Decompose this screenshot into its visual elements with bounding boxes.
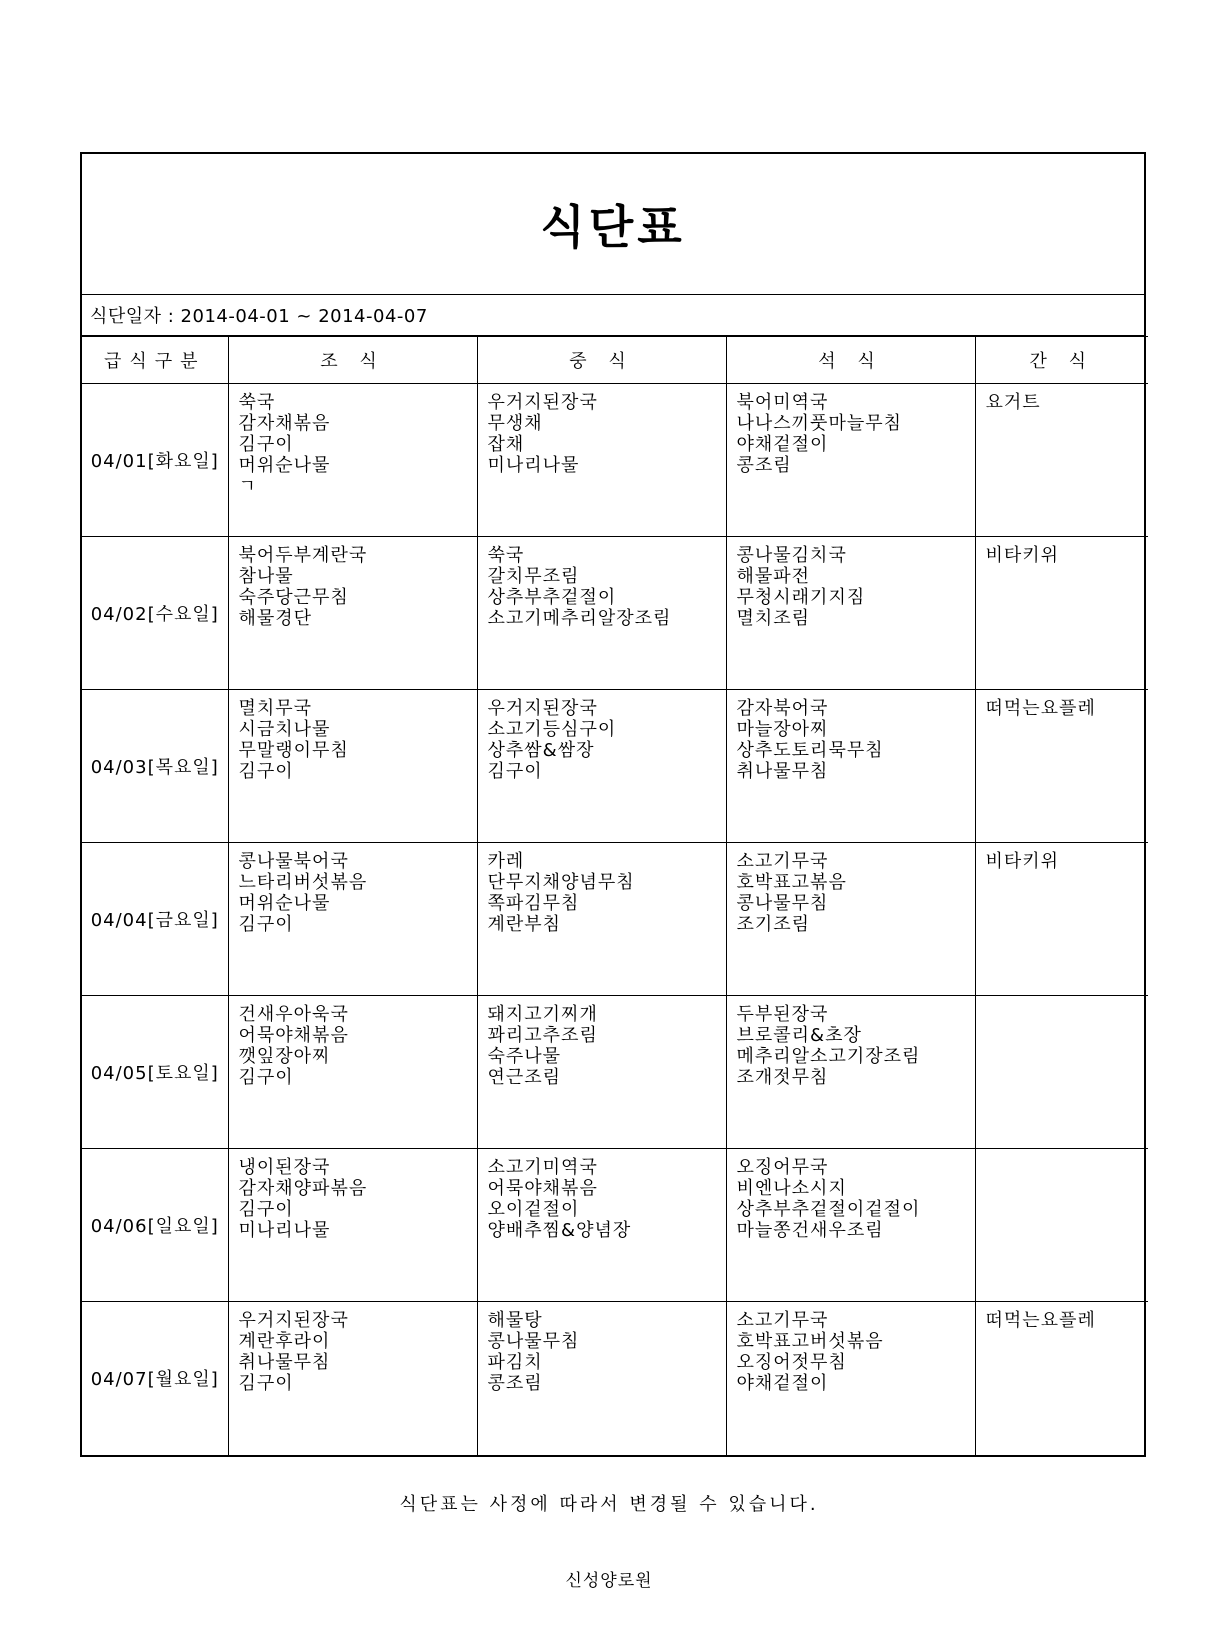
menu-item: 해물파전 xyxy=(736,566,811,587)
menu-item: 계란부침 xyxy=(487,914,562,935)
menu-item: 시금치나물 xyxy=(238,719,331,740)
dinner-cell xyxy=(726,1149,975,1302)
lunch-cell xyxy=(477,843,726,996)
menu-item: ㄱ xyxy=(238,476,257,497)
menu-item: 참나물 xyxy=(238,566,294,587)
menu-item: 우거지된장국 xyxy=(487,392,598,413)
breakfast-cell xyxy=(228,996,477,1149)
menu-item: 상추쌈&쌈장 xyxy=(487,740,595,761)
menu-item: 계란후라이 xyxy=(238,1331,331,1352)
menu-item: 메추리알소고기장조림 xyxy=(736,1046,921,1067)
organization-name: 신성양로원 xyxy=(565,1571,653,1591)
header-snack: 간 식 xyxy=(975,337,1148,384)
menu-item: 파김치 xyxy=(487,1352,543,1373)
menu-item: 콩조림 xyxy=(487,1373,543,1394)
menu-item: 조기조림 xyxy=(736,914,811,935)
dinner-cell xyxy=(726,1302,975,1455)
menu-item: 비엔나소시지 xyxy=(736,1178,847,1199)
menu-item: 양배추찜&양념장 xyxy=(487,1220,632,1241)
menu-item: 머위순나물 xyxy=(238,893,331,914)
menu-item: 요거트 xyxy=(985,392,1041,413)
menu-item: 어묵야채볶음 xyxy=(238,1025,349,1046)
menu-item: 두부된장국 xyxy=(736,1004,829,1025)
menu-item: 북어미역국 xyxy=(736,392,829,413)
header-row xyxy=(82,337,1148,384)
menu-item: 소고기무국 xyxy=(736,1310,829,1331)
menu-item: 해물탕 xyxy=(487,1310,543,1331)
menu-item: 취나물무침 xyxy=(238,1352,331,1373)
title-box xyxy=(82,154,1144,295)
lunch-cell xyxy=(477,690,726,843)
menu-item: 건새우아욱국 xyxy=(238,1004,349,1025)
menu-item: 김구이 xyxy=(238,914,294,935)
menu-item: 김구이 xyxy=(238,1199,294,1220)
menu-item: 비타키위 xyxy=(985,851,1060,872)
menu-item: 마늘쫑건새우조림 xyxy=(736,1220,884,1241)
lunch-cell xyxy=(477,1302,726,1455)
menu-item: 김구이 xyxy=(238,1067,294,1088)
menu-item: 마늘장아찌 xyxy=(736,719,829,740)
dinner-cell xyxy=(726,384,975,537)
menu-item: 콩나물북어국 xyxy=(238,851,349,872)
table-row xyxy=(82,843,1148,996)
menu-item: 느타리버섯볶음 xyxy=(238,872,368,893)
menu-item: 콩나물무침 xyxy=(487,1331,580,1352)
menu-item: 상추부추겉절이 xyxy=(487,587,617,608)
menu-item: 콩조림 xyxy=(736,455,792,476)
breakfast-cell xyxy=(228,384,477,537)
table-row xyxy=(82,1302,1148,1455)
menu-item: 소고기미역국 xyxy=(487,1157,598,1178)
menu-item: 숙주나물 xyxy=(487,1046,562,1067)
menu-item: 카레 xyxy=(487,851,525,872)
breakfast-cell xyxy=(228,1149,477,1302)
menu-table xyxy=(82,336,1148,1455)
menu-item: 냉이된장국 xyxy=(238,1157,331,1178)
menu-item: 콩나물김치국 xyxy=(736,545,847,566)
breakfast-cell xyxy=(228,1302,477,1455)
snack-cell xyxy=(975,690,1148,843)
menu-item: 떠먹는요플레 xyxy=(985,698,1096,719)
menu-item: 비타키위 xyxy=(985,545,1060,566)
period-row xyxy=(82,295,1144,336)
table-row xyxy=(82,996,1148,1149)
table-row xyxy=(82,384,1148,537)
menu-item: 취나물무침 xyxy=(736,761,829,782)
menu-item: 멸치무국 xyxy=(238,698,313,719)
menu-body xyxy=(82,384,1148,1455)
menu-item: 무말랭이무침 xyxy=(238,740,349,761)
page-title: 식단표 xyxy=(540,200,686,254)
menu-item: 김구이 xyxy=(238,1373,294,1394)
breakfast-cell xyxy=(228,537,477,690)
menu-item: 상추도토리묵무침 xyxy=(736,740,884,761)
menu-item: 숙주당근무침 xyxy=(238,587,349,608)
menu-item: 갈치무조림 xyxy=(487,566,580,587)
menu-item: 오징어젓무침 xyxy=(736,1352,847,1373)
snack-cell xyxy=(975,384,1148,537)
menu-item: 북어두부계란국 xyxy=(238,545,368,566)
day-label: 04/02[수요일] xyxy=(82,537,228,690)
menu-item: 감자채볶음 xyxy=(238,413,331,434)
table-row xyxy=(82,537,1148,690)
menu-item: 무청시래기지짐 xyxy=(736,587,866,608)
menu-item: 나나스끼풋마늘무침 xyxy=(736,413,902,434)
menu-item: 단무지채양념무침 xyxy=(487,872,635,893)
menu-item: 어묵야채볶음 xyxy=(487,1178,598,1199)
table-row xyxy=(82,1149,1148,1302)
header-breakfast: 조 식 xyxy=(228,337,477,384)
lunch-cell xyxy=(477,537,726,690)
dinner-cell xyxy=(726,843,975,996)
menu-item: 잡채 xyxy=(487,434,525,455)
menu-item: 호박표고버섯볶음 xyxy=(736,1331,884,1352)
menu-item: 꽈리고추조림 xyxy=(487,1025,598,1046)
menu-item: 우거지된장국 xyxy=(238,1310,349,1331)
menu-item: 감자채양파볶음 xyxy=(238,1178,368,1199)
menu-item: 상추부추겉절이겉절이 xyxy=(736,1199,921,1220)
menu-item: 감자북어국 xyxy=(736,698,829,719)
menu-item: 깻잎장아찌 xyxy=(238,1046,331,1067)
snack-cell xyxy=(975,996,1148,1149)
menu-sheet xyxy=(80,152,1146,1457)
menu-item: 김구이 xyxy=(487,761,543,782)
dinner-cell xyxy=(726,690,975,843)
day-label: 04/03[목요일] xyxy=(82,690,228,843)
snack-cell xyxy=(975,1149,1148,1302)
snack-cell xyxy=(975,843,1148,996)
header-category: 급식구분 xyxy=(82,337,228,384)
notice-text: 식단표는 사정에 따라서 변경될 수 있습니다. xyxy=(399,1494,819,1515)
menu-item: 소고기등심구이 xyxy=(487,719,617,740)
dinner-cell xyxy=(726,537,975,690)
snack-cell xyxy=(975,1302,1148,1455)
menu-item: 멸치조림 xyxy=(736,608,811,629)
lunch-cell xyxy=(477,384,726,537)
breakfast-cell xyxy=(228,843,477,996)
day-label: 04/06[일요일] xyxy=(82,1149,228,1302)
menu-item: 머위순나물 xyxy=(238,455,331,476)
menu-item: 브로콜리&초장 xyxy=(736,1025,862,1046)
period-text: 식단일자 : 2014-04-01 ~ 2014-04-07 xyxy=(90,306,428,327)
breakfast-cell xyxy=(228,690,477,843)
menu-item: 소고기무국 xyxy=(736,851,829,872)
day-label: 04/01[화요일] xyxy=(82,384,228,537)
header-lunch: 중 식 xyxy=(477,337,726,384)
menu-item: 오이겉절이 xyxy=(487,1199,580,1220)
day-label: 04/07[월요일] xyxy=(82,1302,228,1455)
menu-item: 김구이 xyxy=(238,434,294,455)
menu-item: 우거지된장국 xyxy=(487,698,598,719)
menu-item: 미나리나물 xyxy=(487,455,580,476)
menu-item: 야채겉절이 xyxy=(736,1373,829,1394)
table-row xyxy=(82,690,1148,843)
menu-item: 떠먹는요플레 xyxy=(985,1310,1096,1331)
lunch-cell xyxy=(477,996,726,1149)
lunch-cell xyxy=(477,1149,726,1302)
menu-item: 돼지고기찌개 xyxy=(487,1004,598,1025)
day-label: 04/05[토요일] xyxy=(82,996,228,1149)
dinner-cell xyxy=(726,996,975,1149)
snack-cell xyxy=(975,537,1148,690)
menu-item: 연근조림 xyxy=(487,1067,562,1088)
menu-item: 무생채 xyxy=(487,413,543,434)
menu-item: 쑥국 xyxy=(487,545,525,566)
day-label: 04/04[금요일] xyxy=(82,843,228,996)
menu-item: 미나리나물 xyxy=(238,1220,331,1241)
menu-item: 해물경단 xyxy=(238,608,313,629)
menu-item: 야채겉절이 xyxy=(736,434,829,455)
menu-item: 오징어무국 xyxy=(736,1157,829,1178)
menu-item: 쑥국 xyxy=(238,392,276,413)
header-dinner: 석 식 xyxy=(726,337,975,384)
menu-item: 김구이 xyxy=(238,761,294,782)
menu-item: 호박표고볶음 xyxy=(736,872,847,893)
menu-item: 소고기메추리알장조림 xyxy=(487,608,672,629)
menu-item: 쪽파김무침 xyxy=(487,893,580,914)
menu-item: 콩나물무침 xyxy=(736,893,829,914)
menu-item: 조개젓무침 xyxy=(736,1067,829,1088)
